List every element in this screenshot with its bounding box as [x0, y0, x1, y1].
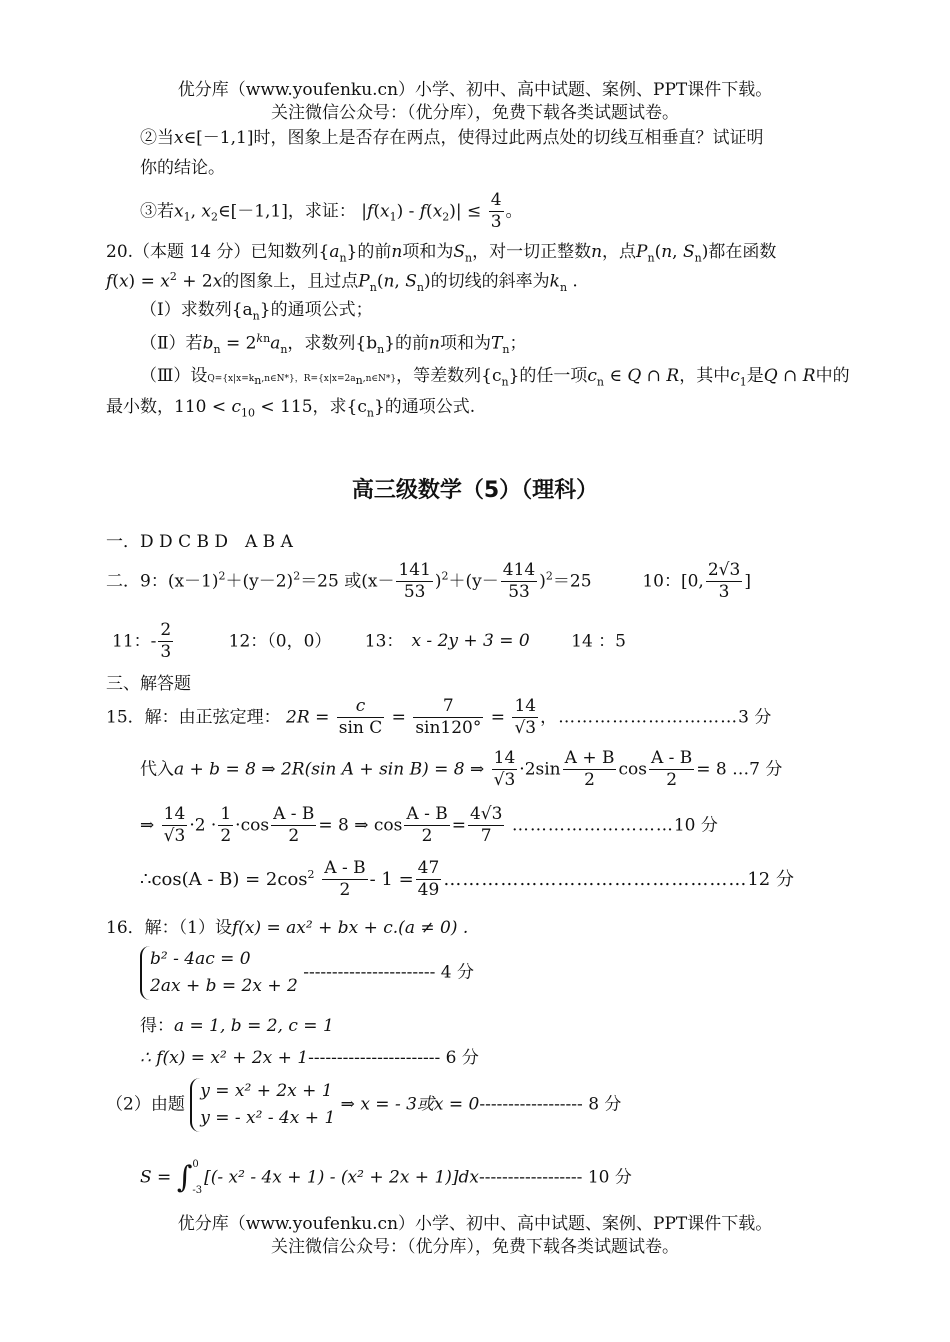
s15-line4: ∴cos(A - $B) = 2\cos^2$ $\frac{A - B}{2}$ - 1 = $\frac{47}{49}$ …………………………………………12 分: [140, 858, 794, 901]
footer-line-1: 优分库（www.youfenku.cn）小学、初中、高中试题、案例、PPT课件下载。: [177, 1214, 773, 1234]
q20-part1: （Ⅰ）求数列$\{a_n\}$的通项公式；: [140, 300, 373, 323]
s16-part2: （2）由题 y = x² + 2x + 1 y = - x² - 4x + 1 ⇒ x = - 3或x = 0------------------ 8 分: [106, 1078, 621, 1132]
q19-part2-line1: ②当x∈[－1,1]时，图象上是否存在两点，使得过此两点处的切线互相垂直？试证明: [140, 128, 764, 148]
footer-line-2: 关注微信公众号：（优分库），免费下载各类试题试卷。: [271, 1237, 679, 1257]
section-title: 高三级数学（5）（理科）: [351, 478, 599, 503]
s16-integral: S = ∫0 -3[(- x² - 4x + 1) - (x² + 2x + 1)]dx------------------ 10 分: [140, 1159, 632, 1196]
s16-line1: 16．解：（1）设f(x) = ax² + bx + c.(a ≠ 0) .: [106, 918, 469, 938]
s15-line2: 代入a + b = 8 ⇒ 2R(sin A + sin B) = 8 ⇒ $\frac{14}{√3}$ ·2sin $\frac{A + B}{2}$ cos $\frac{A - B}{2}$ = 8 …7 分: [140, 748, 783, 791]
header-line-1: 优分库（www.youfenku.cn）小学、初中、高中试题、案例、PPT课件下载。: [177, 80, 773, 100]
s16-got: 得：a = 1, b = 2, c = 1: [140, 1016, 334, 1036]
q20-line2: $f(x) = x^2 + 2x$的图象上，且过点$P_n(n$, $S_n$)的切线的斜率为$k_n$ .: [106, 270, 578, 295]
q19-part2-line2: 你的结论。: [140, 158, 225, 178]
s15-line3: ⇒ $\frac{14}{√3}$ ·2 · $\frac{1}{2}$ ·cos $\frac{A - B}{2}$ = 8 ⇒ cos $\frac{A - B}{2}$ = $\frac{4√3}{7}$ ………………………10 分: [140, 804, 718, 847]
q20-line1: 20.（本题 14 分）已知数列$\{a_n\}$的前n项和为$S_n$，对一切正整数n，点$P_n(n$, $S_n$)都在函数: [106, 242, 777, 265]
answers-line-11-14: 11：- $\frac{2}{3}$ 12：（0，0） 13： x - 2y + 3 = 0 14 ：5: [112, 620, 626, 663]
q20-part2: （Ⅱ）若$b_n = 2^{kn}a_n$，求数列$\{b_n\}$的前n项和为$T_n$；: [140, 332, 527, 357]
q19-part3: ③若$x_1$, $x_2\in[-1,1]$，求证： $|f(x_1) - f(x_2)|$ ≤ $\frac{4}{3}$ 。: [140, 190, 523, 233]
answers-part1: 一．D D C B D A B A: [106, 532, 293, 552]
q20-part3: （Ⅲ）设Q={x|x=kn,n∈N*}，R={x|x=2an,n∈N*}，等差数列$\{c_n\}$的任一项$c_n$ ∈ Q ∩ R，其中$c_1$是Q ∩ R中的: [140, 366, 850, 389]
q20-part3-line2: 最小数，$110 < c_{10} < 115$，求$\{c_n\}$的通项公式.: [106, 397, 476, 420]
s16-system1: b² - 4ac = 0 2ax + b = 2x + 2 ----------------------- 4 分: [140, 946, 474, 1000]
s15-line1: 15．解：由正弦定理： 2R = $\frac{c}{\text{sin C}}$ = $\frac{7}{\sin 120^\circ}$ = $\frac{14}{√3}$ ，…………………………3 分: [106, 696, 772, 739]
answers-line-9-10: 二．9：$(x-1)^2+(y-2)^2=25$ 或(x－ $\frac{141}{53}$ )$^2$＋(y－ $\frac{414}{53}$ )$^2$＝25 10：[0, $\frac{2√3}{3}$ ]: [106, 560, 751, 603]
answers-part3: 三、解答题: [106, 674, 191, 694]
s16-fx: ∴ f(x) = x² + 2x + 1----------------------- 6 分: [140, 1048, 479, 1068]
header-line-2: 关注微信公众号：（优分库），免费下载各类试题试卷。: [271, 103, 679, 123]
